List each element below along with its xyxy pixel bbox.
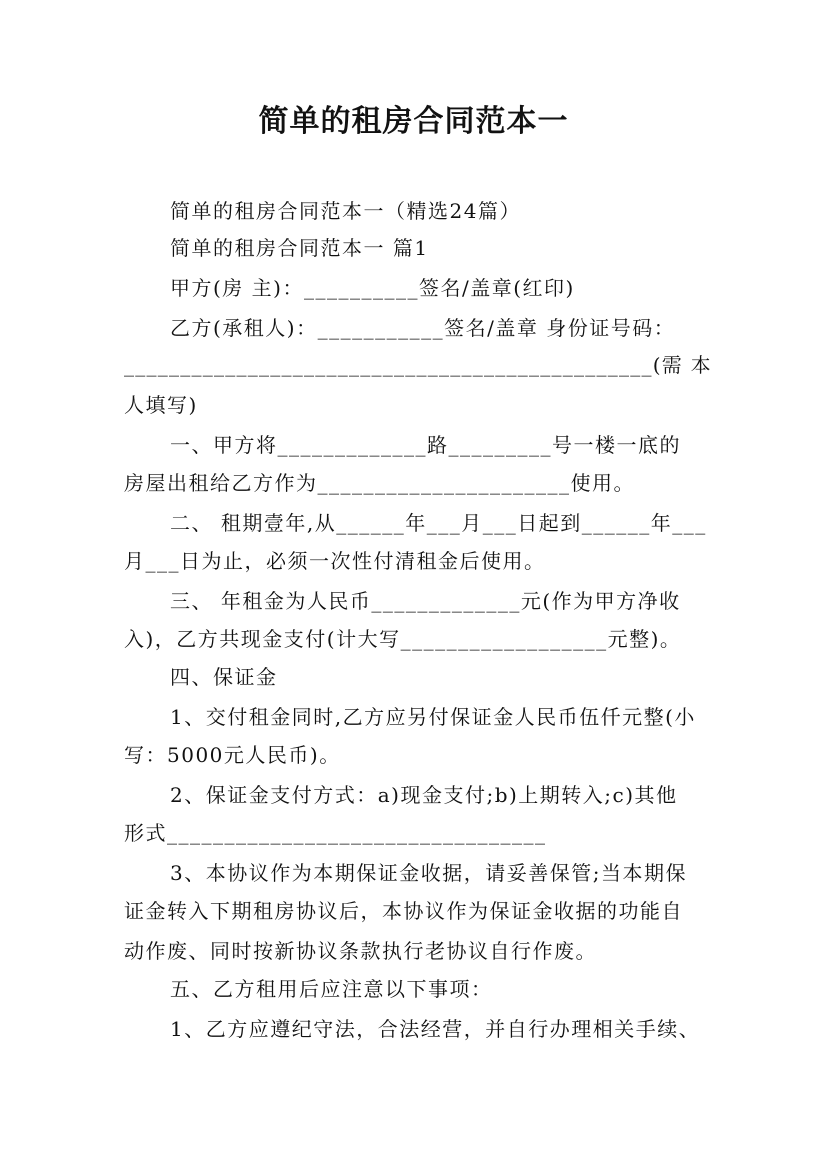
body-line: 简单的租房合同范本一（精选24篇） bbox=[170, 199, 521, 223]
body-line: 房屋出租给乙方作为______________________使用。 bbox=[124, 471, 635, 495]
body-line: 动作废、同时按新协议条款执行老协议自行作废。 bbox=[124, 939, 597, 963]
body-line: 3、本协议作为本期保证金收据，请妥善保管;当本期保 bbox=[170, 861, 687, 885]
body-line: 甲方(房 主)：__________签名/盖章(红印) bbox=[170, 276, 575, 300]
body-line: 1、交付租金同时,乙方应另付保证金人民币伍仟元整(小 bbox=[170, 705, 696, 729]
body-line: 1、乙方应遵纪守法，合法经营，并自行办理相关手续、 bbox=[170, 1017, 701, 1041]
body-line: 写：5000元人民币)。 bbox=[124, 743, 341, 767]
body-line: 三、 年租金为人民币_____________元(作为甲方净收 bbox=[170, 589, 681, 613]
document-title: 简单的租房合同范本一 bbox=[258, 104, 569, 139]
body-line: 乙方(承租人)：___________签名/盖章 身份证号码： bbox=[170, 316, 676, 340]
body-line: 入)，乙方共现金支付(计大写__________________元整)。 bbox=[124, 627, 682, 651]
body-line: 人填写) bbox=[124, 393, 198, 417]
body-line: 形式_________________________________ bbox=[124, 821, 547, 845]
body-line: 简单的租房合同范本一 篇1 bbox=[170, 236, 429, 260]
body-line: 2、保证金支付方式：a)现金支付;b)上期转入;c)其他 bbox=[170, 783, 678, 807]
body-line: 一、甲方将_____________路_________号一楼一底的 bbox=[170, 433, 681, 457]
body-line: _______________________________________________(需 本 bbox=[124, 353, 712, 377]
body-line: 月___日为止，必须一次性付清租金后使用。 bbox=[124, 549, 546, 573]
body-line: 二、 租期壹年,从______年___月___日起到______年___ bbox=[170, 511, 707, 535]
body-line: 四、保证金 bbox=[170, 665, 278, 689]
body-line: 五、乙方租用后应注意以下事项： bbox=[170, 977, 493, 1001]
body-line: 证金转入下期租房协议后，本协议作为保证金收据的功能自 bbox=[124, 899, 683, 923]
